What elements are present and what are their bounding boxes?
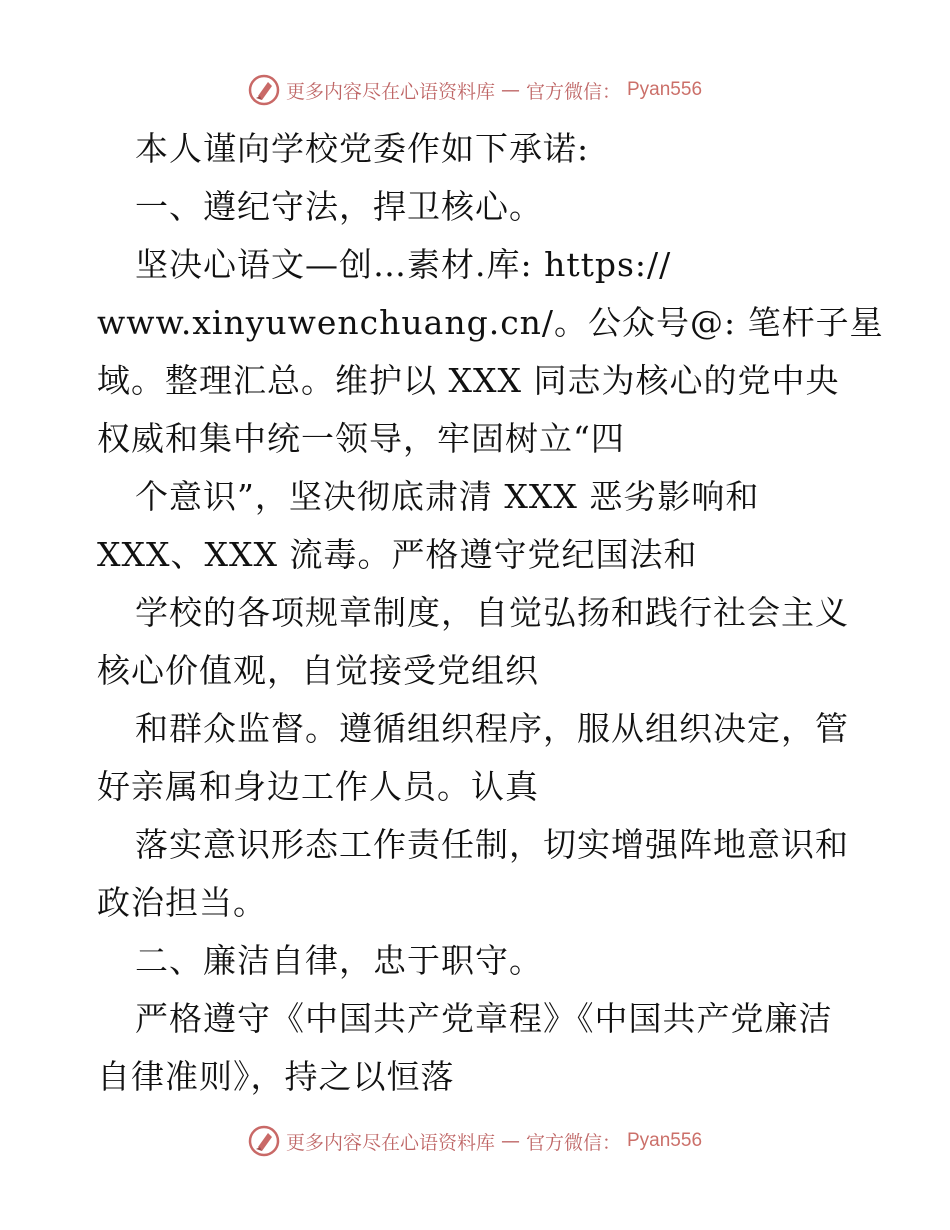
document-line: 和群众监督。遵循组织程序，服从组织决定，管 [135, 709, 849, 748]
pen-nib-logo-icon [248, 1125, 280, 1157]
document-line: 自律准则》，持之以恒落 [97, 1057, 455, 1096]
document-line: XXX、XXX 流毒。严格遵守党纪国法和 [97, 535, 698, 574]
document-line: 坚决心语文—创…素材.库: https:// [135, 245, 672, 284]
document-line: 落实意识形态工作责任制，切实增强阵地意识和 [135, 825, 849, 864]
watermark-footer [0, 1123, 950, 1159]
document-line: 政治担当。 [97, 883, 267, 922]
watermark-header [0, 72, 950, 108]
pen-nib-logo-icon [248, 74, 280, 106]
document-body [97, 120, 884, 1106]
document-line: 学校的各项规章制度，自觉弘扬和践行社会主义 [135, 593, 849, 632]
watermark-wechat-label: 官方微信： [525, 1131, 621, 1154]
document-line: 严格遵守《中国共产党章程》《中国共产党廉洁 [135, 999, 833, 1038]
watermark-main-text: 更多内容尽在心语资料库 [285, 1131, 495, 1154]
document-line: www.xinyuwenchuang.cn/。公众号@: 笔杆子星 [97, 303, 884, 342]
document-line: 核心价值观，自觉接受党组织 [97, 651, 539, 690]
watermark-main-text: 更多内容尽在心语资料库 [285, 80, 495, 103]
document-line: 个意识”，坚决彻底肃清 XXX 恶劣影响和 [135, 477, 760, 516]
document-line: 域。整理汇总。维护以 XXX 同志为核心的党中央 [97, 361, 840, 400]
watermark-wechat-id: Pyan556 [627, 79, 703, 100]
document-line: 权威和集中统一领导，牢固树立“四 [97, 419, 625, 458]
watermark-wechat-label: 官方微信： [525, 80, 621, 103]
document-line: 二、廉洁自律，忠于职守。 [135, 941, 543, 980]
watermark-wechat-id: Pyan556 [627, 1130, 703, 1151]
document-line: 本人谨向学校党委作如下承诺: [135, 129, 590, 168]
watermark-dash: — [500, 1130, 520, 1152]
document-line: 一、遵纪守法，捍卫核心。 [135, 187, 543, 226]
document-line: 好亲属和身边工作人员。认真 [97, 767, 539, 806]
watermark-dash: — [500, 79, 520, 101]
